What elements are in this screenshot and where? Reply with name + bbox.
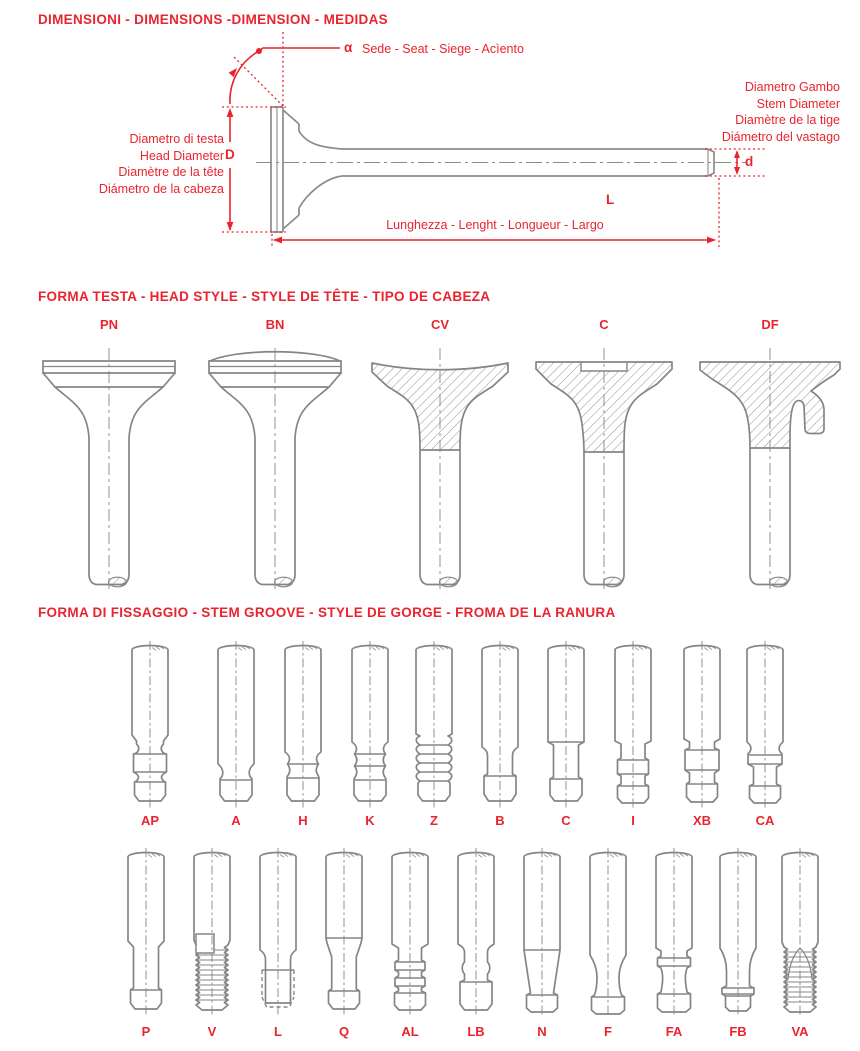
head-diameter-line-en: Head Diameter <box>139 148 224 163</box>
stem-drawing-Z <box>402 638 466 810</box>
stem-label-H: H <box>298 813 308 828</box>
stem-label-LB: LB <box>467 1024 485 1039</box>
stem-drawing-B <box>468 638 532 810</box>
stem-label-XB: XB <box>692 813 712 828</box>
stem-drawing-C2 <box>534 638 598 810</box>
stem-label-Z: Z <box>430 813 438 828</box>
head-style-label-DF: DF <box>761 317 779 332</box>
length-symbol: L <box>606 192 615 207</box>
head-style-label-C: C <box>599 317 609 332</box>
stem-drawing-N <box>510 845 574 1017</box>
head-style-label-PN: PN <box>99 317 119 332</box>
stem-drawing-Q <box>312 845 376 1017</box>
stem-label-P: P <box>141 1024 151 1039</box>
stem-drawing-AL <box>378 845 442 1017</box>
stem-drawing-F <box>576 845 640 1017</box>
stem-label-C: C <box>561 813 571 828</box>
stem-drawing-XB <box>670 638 734 810</box>
stem-diameter-line-en: Stem Diameter <box>756 96 840 111</box>
angle-alpha-symbol: α <box>344 40 353 55</box>
head-diameter-label <box>24 131 224 197</box>
stem-diameter-line-es: Diámetro del vastago <box>721 129 840 144</box>
stem-label-FB: FB <box>729 1024 747 1039</box>
stem-label-A: A <box>231 813 241 828</box>
stem-drawing-CA <box>733 638 797 810</box>
stem-label-VA: VA <box>791 1024 809 1039</box>
stem-drawing-L <box>246 845 310 1017</box>
stem-label-FA: FA <box>665 1024 683 1039</box>
stem-diameter-symbol: d <box>745 154 754 169</box>
stem-label-Q: Q <box>338 1024 350 1039</box>
stem-label-I: I <box>631 813 635 828</box>
stem-label-F: F <box>604 1024 612 1039</box>
head-style-label-CV: CV <box>430 317 450 332</box>
stem-label-V: V <box>207 1024 217 1039</box>
stem-drawing-H <box>271 638 335 810</box>
head-style-drawing-CV <box>360 346 520 591</box>
stem-drawing-FB <box>706 845 770 1017</box>
head-style-drawing-C <box>524 346 684 591</box>
dimensions-section-title: DIMENSIONI - DIMENSIONS -DIMENSION - MEDIDAS <box>38 12 388 27</box>
head-style-drawing-DF <box>690 346 850 591</box>
seat-label: Sede - Seat - Siege - Acìento <box>362 42 524 56</box>
stem-drawing-V <box>180 845 244 1017</box>
stem-groove-section-title: FORMA DI FISSAGGIO - STEM GROOVE - STYLE DE GORGE - FROMA DE LA RANURA <box>38 605 616 620</box>
stem-drawing-LB <box>444 845 508 1017</box>
stem-label-B: B <box>495 813 505 828</box>
stem-drawing-A <box>204 638 268 810</box>
head-style-drawing-BN <box>195 346 355 591</box>
stem-drawing-K <box>338 638 402 810</box>
stem-label-L: L <box>274 1024 282 1039</box>
stem-drawing-AP <box>118 638 182 810</box>
head-diameter-line-fr: Diamètre de la tête <box>118 165 224 179</box>
head-diameter-line-it: Diametro di testa <box>129 132 224 146</box>
stem-label-N: N <box>537 1024 547 1039</box>
stem-drawing-FA <box>642 845 706 1017</box>
length-label: Lunghezza - Lenght - Longueur - Largo <box>386 218 604 232</box>
head-style-drawing-PN <box>29 346 189 591</box>
stem-diameter-line-fr: Diamètre de la tige <box>735 113 840 127</box>
stem-label-AP: AP <box>140 813 160 828</box>
head-diameter-symbol: D <box>225 147 235 162</box>
stem-diameter-line-it: Diametro Gambo <box>744 80 840 94</box>
stem-drawing-P <box>114 845 178 1017</box>
head-diameter-line-es: Diámetro de la cabeza <box>98 181 224 196</box>
head-style-section-title: FORMA TESTA - HEAD STYLE - STYLE DE TÊTE - TIPO DE CABEZA <box>38 289 491 304</box>
head-style-label-BN: BN <box>265 317 285 332</box>
stem-label-AL: AL <box>401 1024 419 1039</box>
stem-drawing-I <box>601 638 665 810</box>
stem-label-CA: CA <box>755 813 775 828</box>
stem-label-K: K <box>365 813 375 828</box>
stem-drawing-VA <box>768 845 832 1017</box>
stem-diameter-label <box>600 79 840 145</box>
